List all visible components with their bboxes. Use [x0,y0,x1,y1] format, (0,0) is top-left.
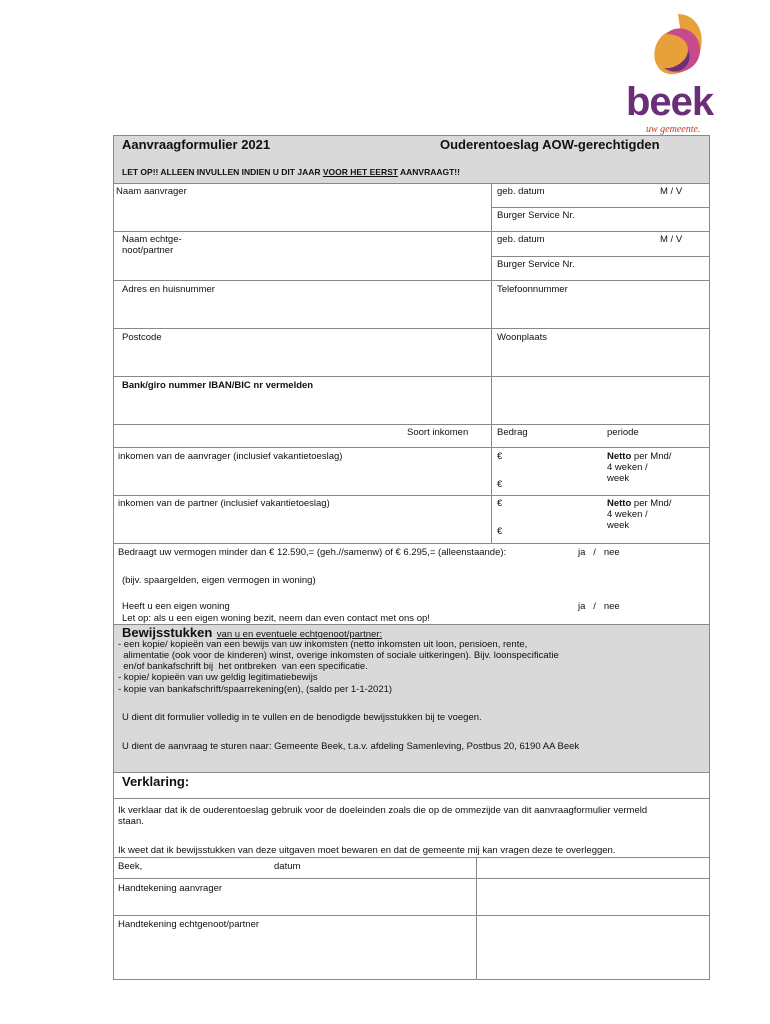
logo-wordmark: beek [626,80,714,124]
periode-partner: Netto per Mnd/ 4 weken / week [607,498,672,531]
place-label: Beek, [118,861,143,872]
form-subject: Ouderentoeslag AOW-gerechtigden [440,137,660,152]
postcode-label: Postcode [122,332,162,343]
signature-partner-label: Handtekening echtgenoot/partner [118,919,260,930]
naam-partner-label: Naam echtge- noot/partner [122,234,182,256]
bewijs-item: - een kopie/ kopieën van een bewijs van uw inkomsten (netto inkomsten uit loon, pensioen, rente, [118,639,528,650]
bank-label: Bank/giro nummer IBAN/BIC nr vermelden [122,380,314,391]
periode-aanvrager: Netto per Mnd/ 4 weken / week [607,451,672,484]
verklaring-text: Ik verklaar dat ik de ouderentoeslag gebruik voor de doeleinden zoals die op de ommezijde van dit aanvraagformulier vermeld staan. [118,805,648,827]
woning-question: Heeft u een eigen woning [122,601,230,612]
euro-sign: € [497,479,503,490]
logo-tagline: uw gemeente. [646,124,701,135]
instruction-complete: U dient dit formulier volledig in te vullen en de benodigde bewijsstukken bij te voegen. [122,712,482,723]
bewijs-item: - kopie van bankafschrift/spaarrekening(en), (saldo per 1-1-2021) [118,684,393,695]
vermogen-question: Bedraagt uw vermogen minder dan € 12.590,= (geh.//samenw) of € 6.295,= (alleenstaande): [118,547,507,558]
telefoon-label: Telefoonnummer [497,284,568,295]
geb-datum-label: geb. datum [497,186,545,197]
bsn-label: Burger Service Nr. [497,210,575,221]
beek-logo-icon [648,12,708,82]
bewijsstukken-heading: Bewijsstukken van u en eventuele echtgenoot/partner: [122,625,383,640]
woonplaats-label: Woonplaats [497,332,547,343]
gender-partner-label: M / V [660,234,683,245]
euro-sign: € [497,526,503,537]
instruction-send: U dient de aanvraag te sturen naar: Gemeente Beek, t.a.v. afdeling Samenleving, Postbus 20, 6190 AA Beek [122,741,580,752]
verklaring-text2: Ik weet dat ik bewijsstukken van deze uitgaven moet bewaren en dat de gemeente mij kan vragen deze te overleggen. [118,845,616,856]
soort-inkomen-header: Soort inkomen [407,427,469,438]
vermogen-answer[interactable]: ja / nee [578,547,620,558]
bewijs-item: - kopie/ kopieën van uw geldig legitimatiebewijs [118,672,318,683]
periode-header: periode [607,427,639,438]
euro-sign: € [497,498,503,509]
income-partner-label: inkomen van de partner (inclusief vakantietoeslag) [118,498,330,509]
vermogen-note: (bijv. spaargelden, eigen vermogen in woning) [122,575,316,586]
date-label: datum [274,861,301,872]
bsn-partner-label: Burger Service Nr. [497,259,575,270]
signature-aanvrager-label: Handtekening aanvrager [118,883,223,894]
geb-datum-partner-label: geb. datum [497,234,545,245]
bewijs-item: alimentatie (ook voor de kinderen) winst, overige inkomsten of sociale uitkeringen). Bijv. loonspecificatie [118,650,559,661]
bedrag-header: Bedrag [497,427,528,438]
gender-label: M / V [660,186,683,197]
first-time-notice: LET OP!! ALLEEN INVULLEN INDIEN U DIT JAAR VOOR HET EERST AANVRAAGT!! [122,167,460,177]
verklaring-title: Verklaring: [122,774,190,789]
naam-aanvrager-label: Naam aanvrager [116,186,187,197]
adres-label: Adres en huisnummer [122,284,215,295]
form-title: Aanvraagformulier 2021 [122,137,271,152]
woning-answer[interactable]: ja / nee [578,601,620,612]
woning-note: Let op: als u een eigen woning bezit, neem dan even contact met ons op! [122,613,430,624]
income-aanvrager-label: inkomen van de aanvrager (inclusief vakantietoeslag) [118,451,343,462]
euro-sign: € [497,451,503,462]
bewijs-item: en/of bankafschrift bij het ontbreken van een specificatie. [118,661,368,672]
